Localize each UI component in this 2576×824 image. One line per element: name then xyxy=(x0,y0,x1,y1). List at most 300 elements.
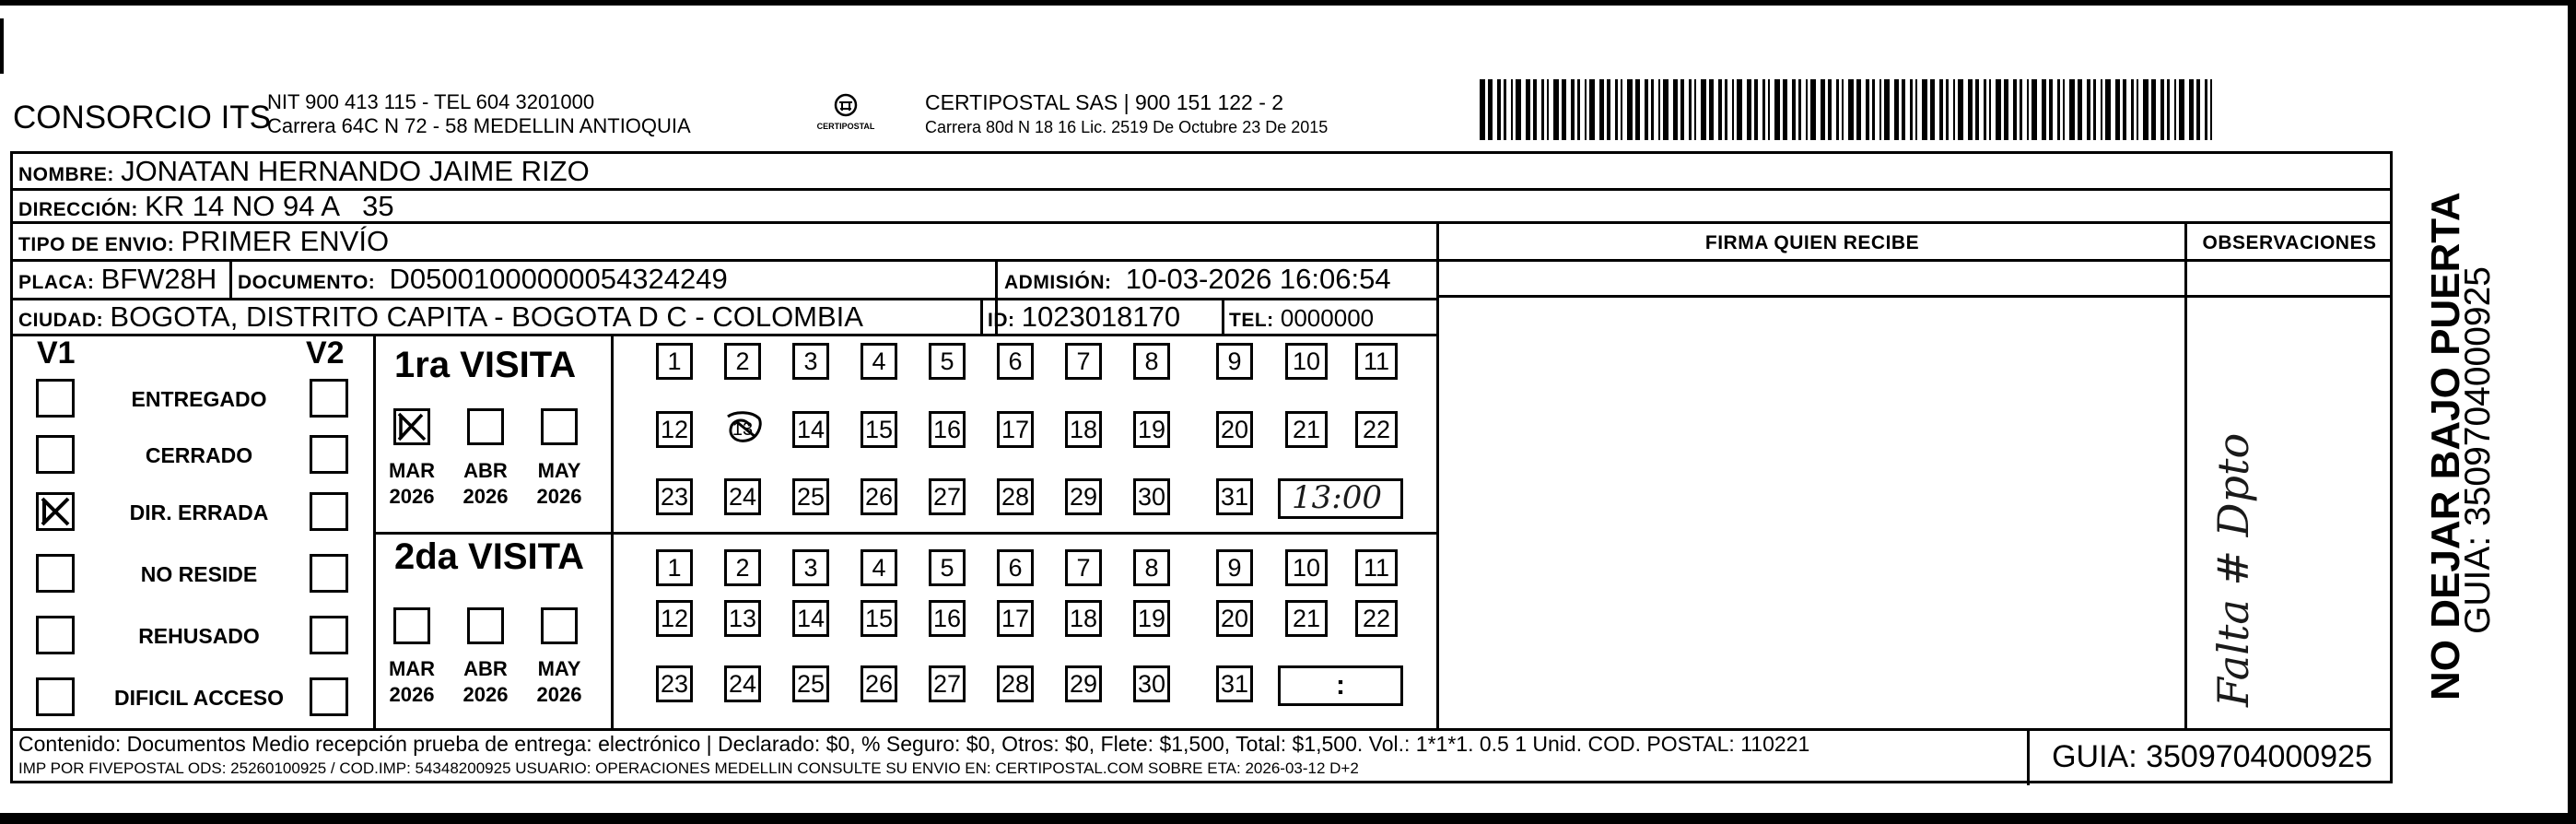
barcode-bar xyxy=(1856,79,1861,140)
barcode-bar xyxy=(1627,79,1633,140)
day-number: 12 xyxy=(660,604,689,632)
barcode-bar xyxy=(1879,79,1881,140)
month-name: MAY xyxy=(537,657,581,680)
barcode-bar xyxy=(1953,79,1955,140)
city-field xyxy=(18,300,863,334)
scan-left-edge xyxy=(0,18,4,74)
day-checkbox[interactable] xyxy=(997,665,1034,702)
barcode-bar xyxy=(2131,79,2134,140)
barcode-bar xyxy=(1541,79,1544,140)
admission-label: ADMISIÓN: xyxy=(1004,272,1112,293)
barcode-bar xyxy=(1842,79,1844,140)
day-number: 25 xyxy=(796,669,825,698)
day-checkbox[interactable] xyxy=(929,343,966,380)
contents-line: Contenido: Documentos Medio recepción prueba de entrega: electrónico | Declarado: $0, % Seguro: $0, Otros: $0, Flete: $1,500, Total: $1,500. Vol.: 1*1*1. 0.5 1 Unid. COD. POSTAL: 110221 xyxy=(18,732,1810,756)
barcode-bar xyxy=(1497,79,1501,140)
barcode-bar xyxy=(2205,79,2207,140)
observations-header: OBSERVACIONES xyxy=(2202,232,2377,253)
day-checkbox[interactable] xyxy=(929,600,966,637)
barcode-bar xyxy=(1984,79,1986,140)
day-number: 6 xyxy=(1008,553,1023,582)
day-checkbox[interactable] xyxy=(1216,600,1253,637)
barcode-bar xyxy=(1884,79,1890,140)
barcode-bar xyxy=(1480,79,1485,140)
month-label xyxy=(453,458,518,510)
barcode-bar xyxy=(1709,79,1714,140)
status-v1-checkbox[interactable] xyxy=(36,616,75,654)
day-checkbox[interactable] xyxy=(1355,600,1398,637)
barcode-bar xyxy=(1930,79,1935,140)
address-label: DIRECCIÓN: xyxy=(18,199,138,220)
day-number: 20 xyxy=(1220,604,1249,632)
barcode-bar xyxy=(2093,79,2096,140)
day-number: 30 xyxy=(1137,669,1166,698)
day-number: 8 xyxy=(1144,347,1159,375)
barcode-bar xyxy=(1774,79,1780,140)
month-checkbox[interactable] xyxy=(393,408,430,445)
day-number: 9 xyxy=(1227,347,1242,375)
visit1-title: 1ra VISITA xyxy=(394,345,577,385)
day-number: 3 xyxy=(803,553,818,582)
admission-field xyxy=(1004,263,1391,296)
barcode-bar xyxy=(1511,79,1513,140)
barcode-bar xyxy=(1504,79,1506,140)
barcode-bar xyxy=(1658,79,1660,140)
day-checkbox[interactable] xyxy=(1355,411,1398,448)
day-number: 4 xyxy=(872,347,886,375)
barcode-bar xyxy=(1526,79,1530,140)
day-checkbox[interactable] xyxy=(1216,665,1253,702)
day-number: 20 xyxy=(1220,415,1249,443)
month-checkbox[interactable] xyxy=(467,607,504,644)
company-address: Carrera 64C N 72 - 58 MEDELLIN ANTIOQUIA xyxy=(267,114,691,137)
barcode-bar xyxy=(2101,79,2102,140)
day-number: 14 xyxy=(796,604,825,632)
barcode-bar xyxy=(1635,79,1640,140)
barcode-bar xyxy=(1651,79,1654,140)
barcode-bar xyxy=(2049,79,2053,140)
barcode-bar xyxy=(1488,79,1493,140)
day-number: 5 xyxy=(940,553,954,582)
barcode-bar xyxy=(1718,79,1722,140)
barcode-bar xyxy=(1645,79,1648,140)
month-year: 2026 xyxy=(536,485,582,508)
month-name: ABR xyxy=(463,459,508,482)
day-number: 6 xyxy=(1008,347,1023,375)
day-checkbox[interactable] xyxy=(1065,411,1102,448)
day-checkbox[interactable] xyxy=(997,343,1034,380)
tel-field xyxy=(1229,304,1374,333)
day-checkbox[interactable] xyxy=(1065,478,1102,515)
type-label: TIPO DE ENVIO: xyxy=(18,234,175,255)
status-v1-checkbox[interactable] xyxy=(36,492,75,531)
status-label: DIFICIL ACCESO xyxy=(113,686,284,710)
plate-field xyxy=(18,263,217,296)
barcode-bar xyxy=(1747,79,1751,140)
day-checkbox[interactable] xyxy=(1355,343,1398,380)
day-number: 16 xyxy=(932,604,962,632)
day-number: 17 xyxy=(1001,415,1030,443)
barcode-bar xyxy=(2004,79,2008,140)
barcode-bar xyxy=(1762,79,1765,140)
day-number: 23 xyxy=(660,669,689,698)
recipient-name: JONATAN HERNANDO JAIME RIZO xyxy=(121,155,590,187)
barcode-bar xyxy=(1754,79,1758,140)
document-field xyxy=(238,263,728,296)
visit2-time-box xyxy=(1278,665,1403,706)
barcode-bar xyxy=(2027,79,2029,140)
side-warning: NO DEJAR BAJO PUERTA xyxy=(2423,192,2468,700)
day-checkbox[interactable] xyxy=(656,600,693,637)
day-checkbox[interactable] xyxy=(1133,600,1170,637)
barcode-bar xyxy=(1910,79,1913,140)
tel-label: TEL: xyxy=(1229,310,1274,331)
id-field xyxy=(988,300,1180,334)
day-number: 18 xyxy=(1069,415,1098,443)
barcode-bar xyxy=(1599,79,1604,140)
certipostal-logo xyxy=(809,88,883,144)
barcode-bar xyxy=(1547,79,1549,140)
day-checkbox[interactable] xyxy=(929,549,966,586)
day-checkbox[interactable] xyxy=(861,665,897,702)
day-number: 15 xyxy=(864,604,894,632)
visit1-time-box xyxy=(1278,478,1403,519)
day-number: 26 xyxy=(864,669,894,698)
day-checkbox[interactable] xyxy=(997,411,1034,448)
day-number: 22 xyxy=(1362,415,1391,443)
scan-bottom-edge xyxy=(0,813,2576,824)
day-checkbox[interactable] xyxy=(929,478,966,515)
day-checkbox[interactable] xyxy=(1133,665,1170,702)
day-checkbox[interactable] xyxy=(929,411,966,448)
barcode-bar xyxy=(1922,79,1927,140)
day-checkbox[interactable] xyxy=(792,343,829,380)
barcode-bar xyxy=(2013,79,2017,140)
barcode-bar xyxy=(2078,79,2082,140)
day-number: 31 xyxy=(1220,669,1249,698)
month-label xyxy=(453,656,518,708)
barcode-bar xyxy=(1783,79,1787,140)
type-field xyxy=(18,225,389,258)
day-checkbox[interactable] xyxy=(997,478,1034,515)
barcode-bar xyxy=(2020,79,2022,140)
barcode xyxy=(1480,79,2212,140)
day-number: 27 xyxy=(932,482,962,511)
day-checkbox[interactable] xyxy=(656,665,693,702)
barcode-bar xyxy=(1939,79,1943,140)
day-checkbox[interactable] xyxy=(1285,343,1328,380)
day-number: 11 xyxy=(1363,553,1390,582)
barcode-bar xyxy=(1589,79,1595,140)
day-number: 21 xyxy=(1292,604,1321,632)
signature-header: FIRMA QUIEN RECIBE xyxy=(1704,232,1920,253)
day-checkbox[interactable] xyxy=(1216,549,1253,586)
address-field xyxy=(18,190,394,223)
status-label: DIR. ERRADA xyxy=(129,500,269,524)
day-checkbox[interactable] xyxy=(656,343,693,380)
barcode-bar xyxy=(1768,79,1770,140)
day-number: 13 xyxy=(728,604,757,632)
company-name: CONSORCIO ITS xyxy=(13,100,272,135)
status-v2-checkbox[interactable] xyxy=(310,677,348,716)
month-checkbox[interactable] xyxy=(541,408,578,445)
barcode-bar xyxy=(2032,79,2037,140)
name-label: NOMBRE: xyxy=(18,164,114,185)
status-v1-checkbox[interactable] xyxy=(36,435,75,474)
barcode-bar xyxy=(1732,79,1734,140)
barcode-bar xyxy=(2057,79,2060,140)
barcode-bar xyxy=(2105,79,2111,140)
visit2-time: : xyxy=(1336,670,1345,700)
barcode-bar xyxy=(1975,79,1979,140)
scan-top-edge xyxy=(0,0,2576,6)
barcode-bar xyxy=(1792,79,1796,140)
barcode-bar xyxy=(1607,79,1610,140)
tel-value: 0000000 xyxy=(1280,304,1375,332)
day-checkbox[interactable] xyxy=(1285,411,1328,448)
day-number: 2 xyxy=(735,553,750,582)
month-name: MAY xyxy=(537,459,581,482)
barcode-bar xyxy=(1798,79,1801,140)
month-label xyxy=(527,656,591,708)
day-number: 28 xyxy=(1001,669,1030,698)
day-checkbox[interactable] xyxy=(929,665,966,702)
day-number: 19 xyxy=(1137,415,1166,443)
day-number: 26 xyxy=(864,482,894,511)
day-checkbox[interactable] xyxy=(792,665,829,702)
day-number: 19 xyxy=(1137,604,1166,632)
barcode-bar xyxy=(2179,79,2184,140)
day-number: 7 xyxy=(1076,347,1091,375)
day-number: 3 xyxy=(803,347,818,375)
shipment-type: PRIMER ENVÍO xyxy=(181,225,390,257)
month-name: MAR xyxy=(388,459,436,482)
barcode-bar xyxy=(1694,79,1696,140)
day-checkbox[interactable] xyxy=(1065,600,1102,637)
barcode-bar xyxy=(2063,79,2065,140)
status-v2-checkbox[interactable] xyxy=(310,492,348,531)
day-checkbox[interactable] xyxy=(792,600,829,637)
day-number: 5 xyxy=(940,347,954,375)
day-number: 25 xyxy=(796,482,825,511)
day-number: 22 xyxy=(1362,604,1391,632)
barcode-bar xyxy=(2210,79,2212,140)
day-checkbox[interactable] xyxy=(656,549,693,586)
day-checkbox[interactable] xyxy=(861,478,897,515)
day-checkbox[interactable] xyxy=(724,549,761,586)
month-checkbox[interactable] xyxy=(541,607,578,644)
barcode-bar xyxy=(2174,79,2176,140)
day-number: 10 xyxy=(1292,347,1321,375)
day-number: 12 xyxy=(660,415,689,443)
month-name: ABR xyxy=(463,657,508,680)
barcode-bar xyxy=(1958,79,1963,140)
scan-right-edge xyxy=(2568,0,2576,824)
day-number: 16 xyxy=(932,415,962,443)
carrier-address: Carrera 80d N 18 16 Lic. 2519 De Octubre 23 De 2015 xyxy=(925,118,1329,136)
day-number: 13 xyxy=(732,418,754,440)
status-label: ENTREGADO xyxy=(131,387,267,411)
day-checkbox[interactable] xyxy=(1216,478,1253,515)
city-label: CIUDAD: xyxy=(18,310,104,331)
plate-label: PLACA: xyxy=(18,272,95,293)
barcode-bar xyxy=(1663,79,1669,140)
handwritten-observation-area xyxy=(2187,387,2261,728)
side-guia: GUIA: 3509704000925 xyxy=(2458,266,2498,634)
day-checkbox[interactable] xyxy=(997,600,1034,637)
day-number: 2 xyxy=(735,347,750,375)
status-v1-checkbox[interactable] xyxy=(36,379,75,418)
barcode-bar xyxy=(1902,79,1905,140)
day-checkbox[interactable] xyxy=(792,411,829,448)
day-checkbox[interactable] xyxy=(656,478,693,515)
day-number: 9 xyxy=(1227,553,1242,582)
day-checkbox[interactable] xyxy=(724,343,761,380)
month-checkbox[interactable] xyxy=(467,408,504,445)
day-checkbox[interactable] xyxy=(1133,478,1170,515)
barcode-bar xyxy=(1673,79,1678,140)
day-number: 7 xyxy=(1076,553,1091,582)
day-checkbox[interactable] xyxy=(861,549,897,586)
day-number: 27 xyxy=(932,669,962,698)
status-v2-checkbox[interactable] xyxy=(310,435,348,474)
city-value: BOGOTA, DISTRITO CAPITA - BOGOTA D C - COLOMBIA xyxy=(110,300,863,333)
status-v2-checkbox[interactable] xyxy=(310,554,348,593)
handwritten-observation: Falta # Dpto xyxy=(2208,432,2258,707)
barcode-bar xyxy=(1533,79,1537,140)
day-number: 24 xyxy=(728,669,757,698)
status-v2-checkbox[interactable] xyxy=(310,616,348,654)
day-mark-scribble xyxy=(722,409,765,454)
name-field xyxy=(18,155,590,188)
day-checkbox[interactable] xyxy=(1285,600,1328,637)
day-checkbox[interactable] xyxy=(724,411,761,448)
barcode-bar xyxy=(1821,79,1825,140)
document-value: D05001000000054324249 xyxy=(389,263,728,295)
day-checkbox[interactable] xyxy=(1216,411,1253,448)
barcode-bar xyxy=(2151,79,2156,140)
day-number: 1 xyxy=(667,553,682,582)
barcode-bar xyxy=(1621,79,1622,140)
barcode-bar xyxy=(1689,79,1692,140)
barcode-bar xyxy=(1571,79,1575,140)
barcode-bar xyxy=(2042,79,2046,140)
status-label: NO RESIDE xyxy=(140,562,258,586)
barcode-bar xyxy=(1701,79,1706,140)
day-checkbox[interactable] xyxy=(724,600,761,637)
day-checkbox[interactable] xyxy=(861,411,897,448)
day-checkbox[interactable] xyxy=(861,343,897,380)
print-info-line: IMP POR FIVEPOSTAL ODS: 25260100925 / COD.IMP: 54348200925 USUARIO: OPERACIONES MEDELLIN CONSULTE SU ENVIO EN: CERTIPOSTAL.COM SOBRE ETA: 2026-03-12 D+2 xyxy=(18,759,1359,777)
day-checkbox[interactable] xyxy=(1065,343,1102,380)
barcode-bar xyxy=(2137,79,2138,140)
status-v2-checkbox[interactable] xyxy=(310,379,348,418)
barcode-bar xyxy=(1806,79,1808,140)
day-checkbox[interactable] xyxy=(1133,549,1170,586)
visit1-time: 13:00 xyxy=(1292,479,1382,516)
logo-caption: CERTIPOSTAL xyxy=(816,122,875,131)
barcode-bar xyxy=(2196,79,2200,140)
day-number: 28 xyxy=(1001,482,1030,511)
barcode-bar xyxy=(1725,79,1727,140)
status-v1-checkbox[interactable] xyxy=(36,677,75,716)
day-number: 1 xyxy=(667,347,682,375)
day-checkbox[interactable] xyxy=(724,665,761,702)
barcode-bar xyxy=(1894,79,1899,140)
day-number: 14 xyxy=(796,415,825,443)
day-number: 10 xyxy=(1292,553,1321,582)
month-checkbox[interactable] xyxy=(393,607,430,644)
barcode-bar xyxy=(2115,79,2120,140)
admission-value: 10-03-2026 16:06:54 xyxy=(1125,263,1391,295)
plate-value: BFW28H xyxy=(100,263,217,295)
barcode-bar xyxy=(1680,79,1684,140)
month-label xyxy=(380,656,444,708)
month-year: 2026 xyxy=(389,683,435,706)
day-checkbox[interactable] xyxy=(997,549,1034,586)
barcode-bar xyxy=(1946,79,1949,140)
day-checkbox[interactable] xyxy=(792,549,829,586)
id-label: ID: xyxy=(988,310,1015,331)
day-checkbox[interactable] xyxy=(1065,549,1102,586)
barcode-bar xyxy=(2160,79,2164,140)
recipient-address: KR 14 NO 94 A 35 xyxy=(145,190,394,222)
company-nit: NIT 900 413 115 - TEL 604 3201000 xyxy=(267,90,595,113)
day-number: 4 xyxy=(872,553,886,582)
status-label: REHUSADO xyxy=(138,624,260,648)
day-checkbox[interactable] xyxy=(656,411,693,448)
barcode-bar xyxy=(1516,79,1521,140)
barcode-bar xyxy=(1989,79,1991,140)
day-checkbox[interactable] xyxy=(861,600,897,637)
month-label xyxy=(527,458,591,510)
day-checkbox[interactable] xyxy=(724,478,761,515)
month-name: MAR xyxy=(388,657,436,680)
day-checkbox[interactable] xyxy=(1285,549,1328,586)
day-number: 17 xyxy=(1001,604,1030,632)
day-checkbox[interactable] xyxy=(1133,411,1170,448)
status-v1-checkbox[interactable] xyxy=(36,554,75,593)
visit2-title: 2da VISITA xyxy=(394,536,584,577)
month-year: 2026 xyxy=(463,683,509,706)
barcode-bar xyxy=(1737,79,1742,140)
day-number: 23 xyxy=(660,482,689,511)
v2-label: V2 xyxy=(306,335,345,371)
day-checkbox[interactable] xyxy=(792,478,829,515)
barcode-bar xyxy=(1553,79,1559,140)
barcode-bar xyxy=(2167,79,2170,140)
barcode-bar xyxy=(2069,79,2075,140)
day-number: 18 xyxy=(1069,604,1098,632)
day-number: 29 xyxy=(1069,669,1098,698)
day-checkbox[interactable] xyxy=(1355,549,1398,586)
month-year: 2026 xyxy=(389,485,435,508)
day-number: 24 xyxy=(728,482,757,511)
barcode-bar xyxy=(2123,79,2126,140)
footer-guia: GUIA: 3509704000925 xyxy=(2052,739,2372,774)
day-checkbox[interactable] xyxy=(1065,665,1102,702)
document-label: DOCUMENTO: xyxy=(238,272,376,293)
month-year: 2026 xyxy=(536,683,582,706)
barcode-bar xyxy=(1828,79,1832,140)
barcode-bar xyxy=(1562,79,1566,140)
day-number: 21 xyxy=(1292,415,1321,443)
barcode-bar xyxy=(1915,79,1917,140)
day-checkbox[interactable] xyxy=(1133,343,1170,380)
day-number: 15 xyxy=(864,415,894,443)
month-label xyxy=(380,458,444,510)
day-checkbox[interactable] xyxy=(1216,343,1253,380)
